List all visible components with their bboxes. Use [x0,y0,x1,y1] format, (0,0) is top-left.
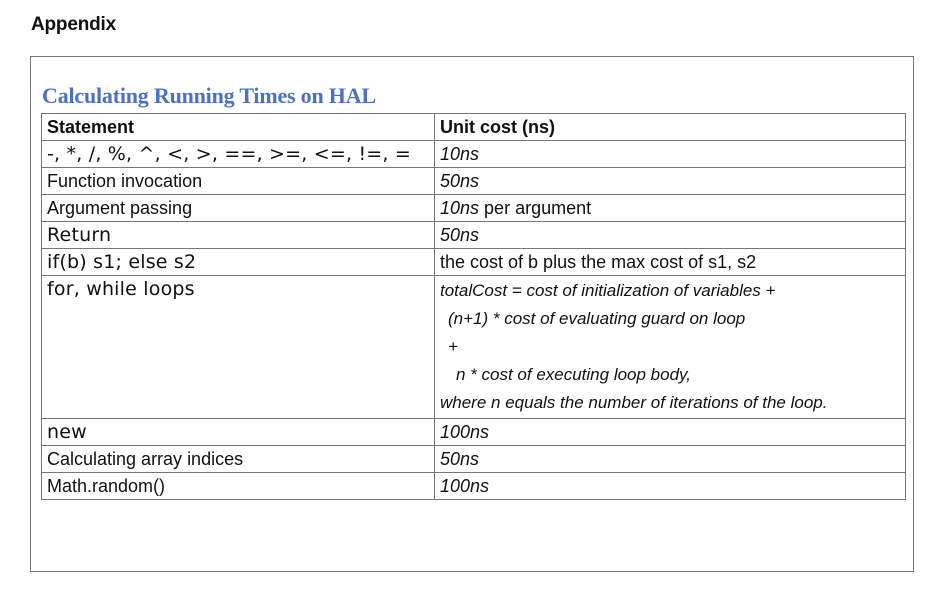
formula-line: (n+1) * cost of evaluating guard on loop [448,309,746,328]
table-row [42,249,906,276]
cost-table [41,113,906,500]
table-row [42,168,906,195]
formula-line: totalCost = cost of initialization of variables + [440,281,776,300]
cost-cell [435,276,906,419]
appendix-heading: Appendix [31,14,116,35]
cost-cell [435,473,906,500]
column-header-statement: Statement [42,114,435,141]
cost-value: 100ns [440,422,490,442]
statement-cell: new [42,419,435,446]
cost-suffix: per argument [479,198,592,218]
table-row [42,276,906,419]
statement-cell: if(b) s1; else s2 [42,249,435,276]
cost-cell [435,222,906,249]
formula-line: + [448,337,458,356]
cost-table-box [30,56,914,572]
box-title: Calculating Running Times on HAL [42,83,376,108]
cost-value: 50ns [440,449,480,469]
cost-cell [435,168,906,195]
column-header-unit-cost: Unit cost (ns) [435,114,906,141]
statement-cell: Math.random() [42,473,435,500]
formula-line: where n equals the number of iterations of the loop. [440,393,828,412]
table-row [42,222,906,249]
cost-cell [435,446,906,473]
statement-cell: Return [42,222,435,249]
table-row [42,446,906,473]
table-row [42,195,906,222]
formula-line: n * cost of executing loop body, [456,365,692,384]
cost-cell [435,195,906,222]
table-row [42,141,906,168]
table-row [42,473,906,500]
cost-value: 10ns [440,144,480,164]
cost-cell [435,419,906,446]
statement-cell: Argument passing [42,195,435,222]
statement-cell: for, while loops [42,276,435,419]
cost-value: 50ns [440,225,480,245]
cost-value: 50ns [440,171,480,191]
statement-cell: Function invocation [42,168,435,195]
table-row [42,419,906,446]
cost-cell [435,141,906,168]
cost-value: 10ns [440,198,480,218]
statement-cell: Calculating array indices [42,446,435,473]
cost-cell: the cost of b plus the max cost of s1, s2 [435,249,906,276]
table-header-row [42,114,906,141]
cost-value: 100ns [440,476,490,496]
statement-cell: -, *, /, %, ^, <, >, ==, >=, <=, !=, = [42,141,435,168]
